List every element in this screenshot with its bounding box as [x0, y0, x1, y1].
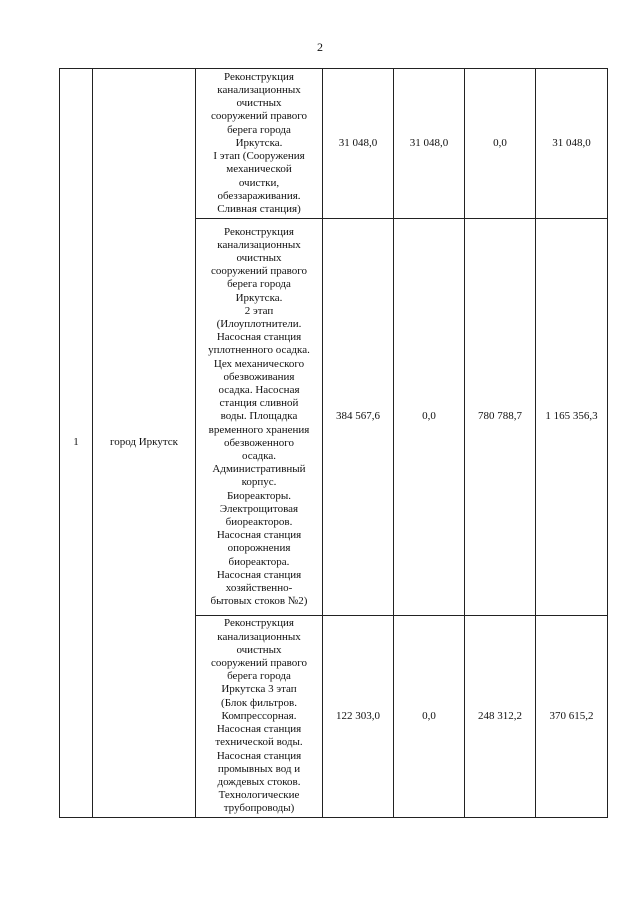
- description-line: сооружений правого: [211, 110, 307, 123]
- description-line: Технологические: [218, 789, 300, 802]
- description-line: (Блок фильтров.: [221, 696, 297, 709]
- project-description-cell: [196, 69, 323, 219]
- description-line: осадка. Насосная: [218, 383, 300, 396]
- description-line: Реконструкция: [224, 225, 294, 238]
- description-line: Насосная станция: [216, 529, 302, 542]
- municipality-cell: город Иркутск: [93, 69, 196, 818]
- description-line: Насосная станция: [216, 331, 302, 344]
- value-cell-2: 0,0: [394, 616, 465, 818]
- page-number: 2: [317, 40, 323, 54]
- description-line: Иркутска 3 этап: [221, 683, 297, 696]
- description-line: очистки,: [238, 176, 280, 189]
- description-line: Сливная станция): [217, 202, 301, 215]
- description-line: Иркутска.: [235, 291, 283, 304]
- value-cell-2: 0,0: [394, 219, 465, 616]
- description-line: трубопроводы): [223, 802, 295, 815]
- description-line: обеззараживания.: [217, 189, 301, 202]
- description-line: I этап (Сооружения: [213, 150, 305, 163]
- description-line: опорожнения: [227, 542, 291, 555]
- description-line: сооружений правого: [211, 657, 307, 670]
- description-line: очистных: [236, 97, 282, 110]
- description-line: Цех механического: [213, 357, 305, 370]
- description-line: сооружений правого: [211, 265, 307, 278]
- description-line: технической воды.: [215, 736, 303, 749]
- project-description-cell: [196, 219, 323, 616]
- description-line: (Илоуплотнители.: [216, 317, 302, 330]
- value-cell-4: 31 048,0: [536, 69, 608, 219]
- description-line: канализационных: [217, 84, 301, 97]
- description-line: биореакторов.: [225, 516, 293, 529]
- value-cell-3: 248 312,2: [465, 616, 536, 818]
- description-line: Биореакторы.: [226, 489, 292, 502]
- description-line: осадка.: [241, 450, 277, 462]
- project-description-cell: [196, 616, 323, 818]
- value-cell-total: 122 303,0: [323, 616, 394, 818]
- description-line: механической: [226, 163, 292, 176]
- description-line: Реконструкция: [224, 617, 294, 630]
- description-line: станция сливной: [219, 397, 299, 410]
- description-line: воды. Площадка: [220, 410, 298, 423]
- description-line: хозяйственно-: [225, 582, 293, 595]
- description-line: очистных: [236, 643, 282, 656]
- value-cell-3: 0,0: [465, 69, 536, 219]
- description-line: Иркутска.: [235, 136, 283, 149]
- description-line: канализационных: [217, 238, 301, 251]
- value-cell-total: 384 567,6: [323, 219, 394, 616]
- value-cell-total: 31 048,0: [323, 69, 394, 219]
- description-line: временного хранения: [208, 423, 310, 436]
- description-line: уплотненного осадка.: [208, 344, 310, 357]
- value-cell-4: 1 165 356,3: [536, 219, 608, 616]
- description-line: бытовых стоков №2): [210, 595, 308, 608]
- description-line: обезвоженного: [223, 436, 294, 449]
- description-line: Компрессорная.: [221, 709, 297, 722]
- description-line: Насосная станция: [216, 723, 302, 736]
- description-line: дождевых стоков.: [217, 775, 301, 788]
- value-cell-2: 31 048,0: [394, 69, 465, 219]
- description-line: Электрощитовая: [219, 502, 299, 515]
- description-line: Насосная станция: [216, 568, 302, 581]
- description-line: Реконструкция: [224, 70, 294, 83]
- description-line: берега города: [227, 123, 291, 136]
- description-line: 2 этап: [244, 304, 274, 317]
- table-row: [60, 69, 608, 219]
- value-cell-4: 370 615,2: [536, 616, 608, 818]
- description-line: Административный: [212, 463, 306, 476]
- description-line: обезвоживания: [223, 370, 295, 383]
- description-line: промывных вод и: [217, 762, 301, 775]
- description-line: биореактора.: [228, 555, 290, 568]
- description-line: корпус.: [241, 476, 277, 489]
- description-line: берега города: [227, 278, 291, 291]
- description-line: канализационных: [217, 630, 301, 643]
- description-line: Насосная станция: [216, 749, 302, 762]
- value-cell-3: 780 788,7: [465, 219, 536, 616]
- investment-table: [59, 68, 608, 818]
- description-line: очистных: [236, 251, 282, 264]
- description-line: берега города: [227, 670, 291, 683]
- row-number-cell: 1: [60, 69, 93, 818]
